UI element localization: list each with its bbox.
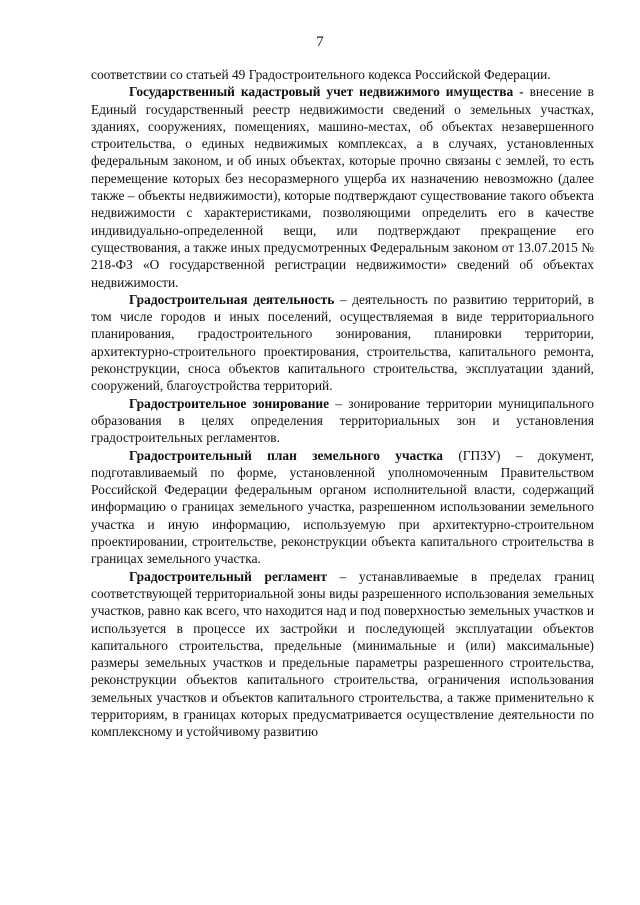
document-body — [91, 66, 594, 741]
definition-text: – устанавливаемые в пределах границ соответствующей территориальной зоны виды разрешенного использования земельных участков, равно как всего, что находится над и под поверхностью земельных участков и используется в процессе их застройки и последующей эксплуатации объектов капитального строительства, предельные (минимальные и (или) максимальные) размеры земельных участков и предельные параметры разрешенного строительства, реконструкции объектов капитального строительства, ограничения использования земельных участков и объектов капитального строительства, а также применительно к территориям, в границах которых предусматривается осуществление деятельности по комплексному и устойчивому развитию — [91, 568, 594, 740]
definition-urban-regulation — [91, 568, 594, 741]
definition-term: Градостроительное зонирование — [129, 395, 330, 411]
paragraph-text: соответствии со статьей 49 Градостроительного кодекса Российской Федерации. — [91, 67, 551, 82]
definition-text: (ГПЗУ) – документ, подготавливаемый по форме, установленной уполномоченным Правительством Российской Федерации федеральным органом исполнительной власти, содержащий информацию о границах земельного участка, разрешенном использовании земельного участка и иную информацию, используемую при архитектурно-строительном проектировании, строительстве, реконструкции объекта капитального строительства в границах земельного участка. — [91, 447, 594, 567]
definition-urban-planning-activity — [91, 291, 594, 395]
definition-term: Градостроительный регламент — [129, 568, 327, 584]
definition-term: Градостроительная деятельность — [129, 291, 335, 307]
definition-cadastral-registration — [91, 83, 594, 291]
page-number: 7 — [316, 34, 324, 50]
definition-term: Градостроительный план земельного участка — [129, 447, 443, 463]
definition-urban-zoning — [91, 395, 594, 447]
definition-term: Государственный кадастровый учет недвижимого имущества - — [129, 84, 524, 100]
definition-land-plot-plan — [91, 447, 594, 568]
definition-text: внесение в Единый государственный реестр недвижимости сведений о земельных участках, зданиях, сооружениях, помещениях, машино-местах, об объектах незавершенного строительства, о единых недвижимых комплексах, а в случаях, установленных федеральным законом, и об иных объектах, которые прочно связаны с землей, то есть перемещение которых без несоразмерного ущерба их назначению невозможно (далее также – объекты недвижимости), которые подтверждают существование такого объекта недвижимости с характеристиками, позволяющими определить его в качестве индивидуально-определенной вещи, или подтверждают прекращение его существования, а также иных предусмотренных Федеральным законом от 13.07.2015 № 218-ФЗ «О государственной регистрации недвижимости» сведений об объектах недвижимости. — [91, 84, 594, 290]
definition-text: – деятельность по развитию территорий, в том числе городов и иных поселений, осуществляемая в виде территориального планирования, градостроительного зонирования, планировки территории, архитектурно-строительного проектирования, строительства, капитального ремонта, реконструкции, сноса объектов капитального строительства, эксплуатации зданий, сооружений, благоустройства территорий. — [91, 291, 594, 394]
definition-text: – зонирование территории муниципального образования в целях определения территориальных зон и установления градостроительных регламентов. — [91, 395, 594, 446]
paragraph-continuation — [91, 66, 594, 83]
